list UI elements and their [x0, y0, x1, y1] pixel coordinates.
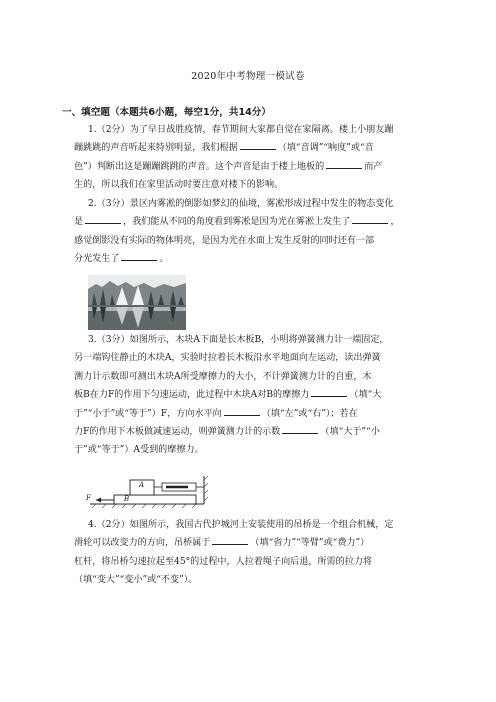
- q2-text-4a: 分光发生了: [74, 254, 120, 265]
- q2-line-2: [74, 213, 432, 231]
- answer-blank[interactable]: [326, 158, 362, 169]
- page-title: 2020年中考物理一模试卷: [191, 71, 305, 82]
- q1-text-3b: 而产: [364, 161, 383, 172]
- answer-blank[interactable]: [212, 534, 248, 545]
- q4-line-3: 杠杆，将吊桥匀速拉起至45°的过程中，人拉着绳子向后退，所需的拉力将: [74, 556, 373, 567]
- q3-line-4: [74, 386, 432, 404]
- answer-blank[interactable]: [240, 139, 276, 150]
- q3-line-3: 测力计示数即可测出木块A所受摩擦力的大小，不计弹簧测力计的自重，木: [74, 371, 372, 382]
- friction-experiment-diagram: [86, 470, 214, 510]
- answer-blank[interactable]: [311, 386, 347, 397]
- label-f: F: [86, 494, 91, 502]
- question-3: [74, 331, 432, 460]
- q1-line-4: 生的，所以我们在家里活动时要注意对楼下的影响。: [74, 180, 284, 191]
- answer-blank[interactable]: [352, 213, 388, 224]
- question-2: [74, 195, 432, 269]
- q1-text-2b: （填“音调”“响度”或“音: [277, 143, 374, 154]
- answer-blank[interactable]: [121, 250, 157, 261]
- answer-blank[interactable]: [282, 423, 318, 434]
- q3-line-2: 另一端钩住静止的木块A，实验时拉着长木板沿水平地面向左运动，读出弹簧: [74, 353, 381, 364]
- q3-text-6b: （填“大于”“小: [320, 427, 380, 438]
- question-1: [74, 121, 432, 195]
- q2-text-2a: 是: [74, 217, 84, 228]
- q1-text-2a: 蹦跳跳的声音听起来特别明显，我们根据: [74, 143, 238, 154]
- question-4: [74, 516, 432, 590]
- q2-text-4b: 。: [159, 254, 169, 265]
- q1-line-3: [74, 158, 432, 176]
- answer-blank[interactable]: [85, 213, 121, 224]
- q3-text-5a: 于”“小于”或“等于”）F，方向水平向: [74, 408, 222, 419]
- label-b: B: [124, 495, 130, 503]
- q3-text-6a: 力F的作用下木板做减速运动，则弹簧测力计的示数: [74, 427, 281, 438]
- q1-line-2: [74, 139, 432, 157]
- q2-text-2c: ，: [390, 217, 400, 228]
- q3-line-7: 于”或“等于”）A受到的摩擦力。: [74, 445, 204, 456]
- q2-line-4: [74, 250, 432, 268]
- section-heading: 一、填空题（本题共6小题，每空1分，共14分）: [62, 107, 271, 118]
- q2-text-2b: ，我们能从不同的角度看到雾凇是因为光在雾凇上发生了: [123, 217, 351, 228]
- q3-text-4a: 板B在力F的作用下匀速运动，此过程中木块A对B的摩擦力: [74, 390, 310, 401]
- q3-line-1: 3.（3分）如图所示，木块A下面是长木板B，小明将弹簧测力计一端固定，: [88, 335, 389, 345]
- q4-text-2b: （填“省力”“等臂”或“费力”）: [250, 538, 370, 549]
- rime-landscape-photo: [88, 275, 186, 330]
- q4-line-4: （填“变大”“变小”或“不变”）。: [74, 575, 198, 586]
- q3-line-6: [74, 423, 432, 441]
- q3-line-5: [74, 405, 432, 423]
- q4-text-2a: 滑轮可以改变力的方向，吊桥属于: [74, 538, 211, 549]
- q1-text-3a: 色”）判断出这是蹦蹦跳跳的声音。这个声音是由于楼上地板的: [74, 161, 325, 172]
- q2-line-3: 感觉倒影没有实际的物体明亮，是因为光在水面上发生反射的同时还有一部: [74, 235, 375, 246]
- q3-text-4b: （填“大: [349, 390, 382, 401]
- q3-text-5b: （填“左”或“右”）；若在: [261, 408, 358, 419]
- q2-line-1: 2.（3分）景区内雾凇的倒影如梦幻的仙境，雾凇形成过程中发生的物态变化: [88, 199, 394, 209]
- q1-line-1: 1.（2分）为了早日战胜疫情，春节期间大家都自觉在家隔离。楼上小朋友蹦: [88, 125, 394, 135]
- label-a: A: [139, 481, 145, 489]
- q4-line-1: 4.（2分）如图所示，我国古代护城河上安装使用的吊桥是一个组合机械，定: [88, 520, 394, 530]
- answer-blank[interactable]: [224, 405, 260, 416]
- q4-line-2: [74, 534, 432, 552]
